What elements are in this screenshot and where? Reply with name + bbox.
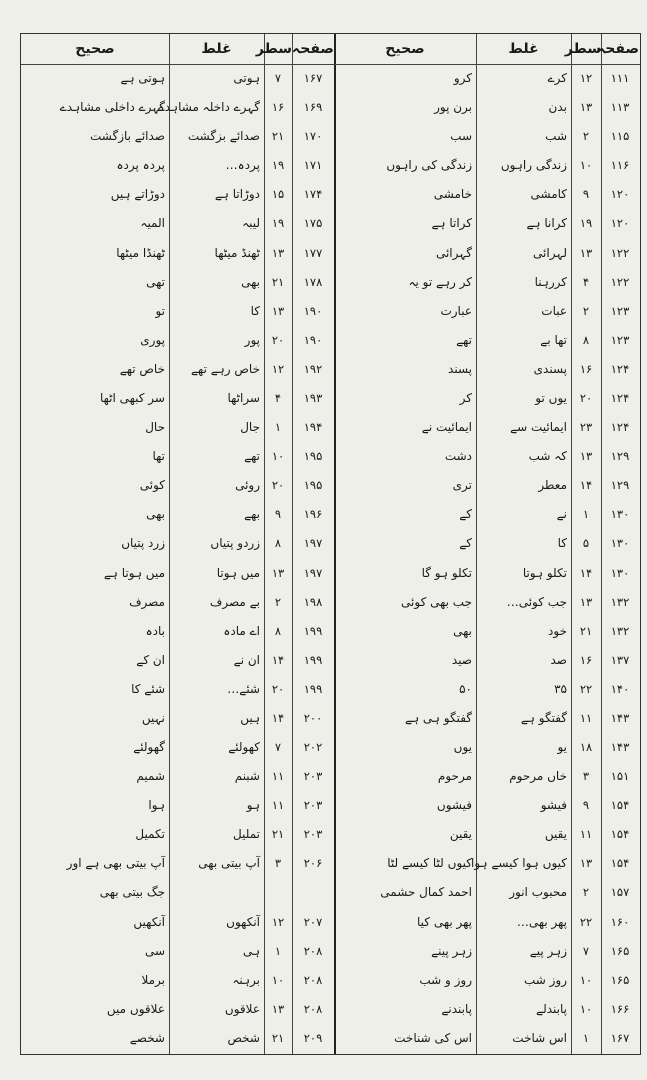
cell-correct: مصرف [129,594,165,609]
cell-wrong: روئی [235,478,260,493]
cell-wrong: ایمائیت سے [510,420,567,435]
cell-correct: برملا [141,972,165,987]
cell-correct: شمیم [136,769,165,784]
cell-wrong: شب [545,129,567,144]
cell-correct: سی [144,943,165,958]
cell-line: ۲۰ [271,478,285,493]
cell-wrong: آنکھوں [226,914,260,929]
cell-correct: خاص تھے [119,361,165,376]
cell-page: ۱۴۳ [610,710,630,725]
cell-correct: کر [459,390,472,405]
cell-line: ۴ [274,390,282,405]
cell-correct: ہوتی ہے [120,71,165,85]
cell-wrong: روز شب [523,972,567,987]
cell-correct: پردہ پردہ [116,158,165,173]
cell-wrong: خود [548,623,567,638]
cell-line: ۵ [582,536,590,551]
cell-correct: کے [459,507,472,522]
cell-page: ۱۲۴ [610,390,630,405]
cell-correct: اس کی شناخت [394,1030,472,1045]
cell-wrong: لیبہ [242,216,260,231]
cell-page: ۱۲۴ [610,361,630,376]
cell-correct: کے [459,536,472,551]
cell-line: ۱ [582,507,590,522]
cell-wrong: برہنہ [232,972,260,987]
cell-wrong: کرے [547,71,567,85]
cell-correct: صید [451,652,472,667]
cell-line: ۱۹ [579,216,593,231]
cell-page: ۲۰۲ [303,740,323,755]
header-wrong-left: غلط [201,41,232,57]
cell-page: ۱۹۳ [303,390,323,405]
cell-wrong [169,878,264,907]
cell-correct: کرو [453,71,472,85]
cell-line: ۲۰ [271,332,285,347]
cell-line: ۱۰ [579,972,593,987]
header-page-left: صفحہ [292,41,334,57]
cell-wrong: تھے [244,449,260,464]
cell-page: ۱۷۴ [303,187,323,202]
cell-line: ۷ [274,740,282,755]
cell-correct: فیشوں [436,798,472,813]
cell-wrong: پابندلے [536,1001,567,1016]
cell-line: ۱۴ [579,565,593,580]
cell-wrong: کا [250,303,260,318]
header-page-right: صفحہ [597,41,639,57]
cell-page: ۱۷۰ [303,129,323,144]
errata-table [20,33,641,1055]
cell-wrong: صد [550,652,567,667]
cell-page: ۱۳۲ [610,623,630,638]
cell-correct: گہرائی [435,245,472,260]
cell-page: ۱۴۰ [610,681,630,696]
cell-page [292,878,334,907]
cell-wrong: خاں مرحوم [509,769,567,784]
cell-line: ۱۳ [271,303,285,318]
cell-line: ۱۸ [579,740,593,755]
cell-page: ۱۲۰ [610,187,630,202]
cell-page: ۱۷۸ [303,274,323,289]
cell-page: ۱۳۰ [610,565,630,580]
cell-wrong: دوڑاتا ہے [214,187,260,202]
cell-correct: یوں [453,740,472,755]
cell-line [264,878,292,907]
cell-wrong: نے [556,507,567,522]
cell-correct: عبارت [440,303,472,318]
cell-line: ۲۱ [271,1030,285,1045]
cell-line: ۷ [274,71,282,85]
cell-correct: گفتگو ہی ہے [405,710,472,725]
cell-wrong: لہرائی [533,245,567,260]
cell-page: ۱۹۶ [303,507,323,522]
cell-page: ۱۶۵ [610,943,630,958]
cell-wrong: عبات [541,303,567,318]
cell-wrong: کرانا ہے [526,216,567,231]
cell-line: ۱۳ [579,856,593,871]
cell-line: ۲ [274,594,282,609]
cell-correct: شئے کا [131,681,165,696]
cell-page: ۱۹۲ [303,361,323,376]
cell-page: ۱۹۹ [303,681,323,696]
cell-page: ۱۱۱ [610,71,630,85]
cell-line: ۱۹ [271,216,285,231]
cell-wrong: شبنم [234,769,260,784]
cell-wrong: اس شاخت [512,1030,567,1045]
cell-line: ۱۶ [271,100,285,115]
cell-correct: مرحوم [437,769,472,784]
cell-line: ۱۰ [579,1001,593,1016]
cell-line: ۱۴ [271,652,285,667]
cell-correct: ہوا [148,798,165,813]
cell-wrong: اے مادہ [223,623,260,638]
cell-line: ۱۲ [579,71,593,85]
cell-correct: شخصے [129,1030,165,1045]
cell-wrong: پھر بھی… [516,914,567,929]
cell-wrong: جال [240,420,260,435]
cell-correct: نہیں [141,710,165,725]
cell-page: ۱۵۴ [610,856,630,871]
cell-page: ۱۹۹ [303,652,323,667]
cell-wrong: ہی [242,943,260,958]
cell-wrong: بھی [241,274,260,289]
cell-line: ۱۳ [271,565,285,580]
cell-wrong: کہ شب [528,449,567,464]
cell-page: ۱۹۵ [303,449,323,464]
cell-wrong: پور [244,332,260,347]
cell-line: ۱۳ [579,245,593,260]
cell-page: ۲۰۶ [303,856,323,871]
cell-page: ۲۰۷ [303,914,323,929]
cell-page: ۲۰۹ [303,1030,323,1045]
cell-page: ۱۹۷ [303,565,323,580]
cell-page: ۱۶۷ [610,1030,630,1045]
cell-correct: برن پور [434,100,472,115]
cell-correct: زہر پینے [431,943,472,958]
cell-line: ۱۰ [579,158,593,173]
cell-correct: یقین [449,827,472,842]
cell-wrong: زردو پتیاں [210,536,260,551]
cell-wrong: شئے… [227,681,260,696]
cell-wrong: صدائے بزگشت [187,129,260,144]
cell-wrong: کھولئے [228,740,260,755]
cell-wrong: جب کوئی… [506,594,567,609]
cell-wrong: محبوب انور [509,885,567,900]
cell-line: ۷ [582,943,590,958]
header-line-right: سطر [564,41,601,57]
cell-line: ۲۱ [271,129,285,144]
cell-page: ۱۲۰ [610,216,630,231]
cell-page: ۲۰۸ [303,1001,323,1016]
cell-correct: تھا [152,449,165,464]
cell-correct: تکلو ہو گا [421,565,472,580]
cell-page: ۱۲۴ [610,420,630,435]
cell-line: ۱۶ [579,652,593,667]
cell-correct: زرد پتیاں [121,536,165,551]
cell-page: ۱۶۵ [610,972,630,987]
cell-correct: علاقوں میں [106,1001,165,1016]
cell-correct: صدائے بازگشت [90,129,165,144]
cell-line: ۴ [582,274,590,289]
cell-correct: المیہ [140,216,165,231]
cell-wrong: یوں تو [535,390,567,405]
cell-wrong: گہرے داخلہ مشاہدے [157,100,260,115]
cell-wrong: زہر پیے [529,943,567,958]
cell-line: ۲۲ [579,681,593,696]
cell-correct: پوری [140,332,165,347]
cell-correct: کر رہے تو یہ [408,274,472,289]
cell-correct: دوڑاتے ہیں [110,187,165,202]
cell-line: ۲۰ [271,681,285,696]
cell-line: ۱۰ [271,449,285,464]
cell-correct: سر کبھی اٹھا [99,390,165,405]
cell-line: ۸ [274,536,282,551]
cell-wrong: تکلو ہوتا [522,565,567,580]
header-wrong-right: غلط [508,41,539,57]
cell-line: ۲ [582,885,590,900]
cell-correct: خامشی [433,187,472,202]
cell-line: ۱۴ [271,710,285,725]
cell-page: ۱۵۷ [610,885,630,900]
cell-wrong: ہو [246,798,260,813]
header-correct-left: صحیح [75,41,115,57]
cell-page: ۲۰۳ [303,798,323,813]
cell-page: ۱۵۴ [610,798,630,813]
cell-correct: کراتا ہے [431,216,472,231]
cell-wrong: تملیل [233,827,260,842]
cell-page: ۱۷۱ [303,158,323,173]
cell-correct: ۵۰ [459,681,472,696]
cell-page: ۱۳۲ [610,594,630,609]
cell-wrong: کا [557,536,567,551]
cell-line: ۱۳ [271,1001,285,1016]
cell-page: ۲۰۳ [303,827,323,842]
cell-line: ۱۶ [579,361,593,376]
cell-wrong: ٹھنڈ میٹھا [214,245,260,260]
cell-correct: دشت [444,449,472,464]
cell-line: ۱۱ [579,827,593,842]
cell-page: ۲۰۸ [303,943,323,958]
cell-page: ۱۶۷ [303,71,323,85]
cell-correct: میں ہوتا ہے [103,565,165,580]
cell-line: ۲۱ [579,623,593,638]
cell-page: ۱۹۰ [303,303,323,318]
cell-page: ۱۲۲ [610,274,630,289]
cell-page: ۱۵۴ [610,827,630,842]
cell-correct: تھے [456,332,472,347]
cell-page: ۲۰۰ [303,710,323,725]
cell-line: ۱۳ [271,245,285,260]
cell-page: ۱۲۲ [610,245,630,260]
cell-wrong: تھا بے [540,332,567,347]
cell-line: ۹ [582,187,590,202]
cell-correct: تھی [146,274,165,289]
cell-correct: تو [155,303,165,318]
cell-line: ۱۱ [271,798,285,813]
cell-correct: روز و شب [419,972,472,987]
cell-page: ۲۰۸ [303,972,323,987]
cell-line: ۱۵ [271,187,285,202]
cell-page: ۱۶۶ [610,1001,630,1016]
cell-page: ۱۳۰ [610,507,630,522]
cell-correct: آپ بیتی بھی ہے اور [66,856,165,871]
cell-line: ۳ [582,769,590,784]
cell-line: ۱۴ [579,478,593,493]
cell-line: ۱۲ [271,914,285,929]
cell-line: ۹ [274,507,282,522]
cell-correct: جب بھی کوئی [401,594,472,609]
cell-line: ۱۰ [271,972,285,987]
cell-line: ۹ [582,798,590,813]
cell-line: ۲۳ [579,420,593,435]
cell-page: ۱۶۰ [610,914,630,929]
cell-wrong: ہوتی [233,71,260,85]
cell-correct: زندگی کی راہوں [386,158,472,173]
cell-page: ۱۷۷ [303,245,323,260]
cell-line: ۱ [582,1030,590,1045]
cell-line: ۱۱ [271,769,285,784]
cell-page: ۱۳۰ [610,536,630,551]
cell-page: ۱۷۵ [303,216,323,231]
cell-wrong: ان نے [233,652,260,667]
cell-correct: گہرے داخلی مشاہدے [59,100,165,115]
cell-correct: بادہ [145,623,165,638]
cell-line: ۱ [274,420,282,435]
cell-correct: پابندنے [441,1001,472,1016]
cell-line: ۱ [274,943,282,958]
cell-page: ۱۴۳ [610,740,630,755]
cell-correct: کیوں لٹا کیسے لٹا [387,856,472,871]
cell-correct: ان کے [136,652,165,667]
cell-wrong: بے مصرف [209,594,260,609]
cell-wrong: فیشو [540,798,567,813]
cell-correct: پھر بھی کیا [417,914,472,929]
cell-correct: سب [450,129,472,144]
cell-wrong: میں ہوتا [216,565,260,580]
cell-line: ۲ [582,303,590,318]
cell-page: ۱۹۵ [303,478,323,493]
cell-wrong: یقیں [544,827,567,842]
cell-correct: گھولئے [133,740,165,755]
cell-line: ۲۱ [271,274,285,289]
cell-correct: کوئی [139,478,165,493]
cell-page: ۱۳۷ [610,652,630,667]
cell-line: ۱۲ [271,361,285,376]
cell-line: ۳ [274,856,282,871]
cell-line: ۲۱ [271,827,285,842]
cell-page: ۱۶۹ [303,100,323,115]
cell-page: ۱۹۷ [303,536,323,551]
cell-page: ۱۱۶ [610,158,630,173]
cell-page: ۱۱۳ [610,100,630,115]
cell-wrong: معطر [538,478,567,493]
cell-wrong: ۳۵ [554,681,567,696]
cell-wrong: بھے [244,507,260,522]
cell-wrong: علاقوں [224,1001,260,1016]
cell-wrong: کامشی [530,187,567,202]
cell-correct: ٹھنڈا میٹھا [116,245,165,260]
cell-page: ۱۹۹ [303,623,323,638]
cell-wrong: یو [557,740,567,755]
cell-wrong: کررہنا [534,274,567,289]
cell-page: ۱۲۳ [610,303,630,318]
cell-page: ۱۹۴ [303,420,323,435]
cell-line: ۱۳ [579,594,593,609]
cell-line: ۲ [582,129,590,144]
cell-wrong: آپ بیتی بھی [198,856,260,871]
header-line-left: سطر [255,41,292,57]
cell-line: ۱۹ [271,158,285,173]
cell-page: ۱۵۱ [610,769,630,784]
cell-wrong: پسندی [533,361,567,376]
cell-wrong: گفتگو ہے [520,710,567,725]
cell-line: ۲۲ [579,914,593,929]
cell-correct: پسند [448,361,472,376]
cell-wrong: شخص [227,1030,260,1045]
cell-correct: ایمائیت نے [421,420,472,435]
cell-line: ۸ [274,623,282,638]
cell-correct: جگ بیتی بھی [99,885,165,900]
cell-wrong: سراٹھا [227,390,260,405]
cell-page: ۱۹۸ [303,594,323,609]
cell-page: ۱۲۹ [610,449,630,464]
cell-correct: احمد کمال حشمی [380,885,472,900]
cell-correct: بھی [453,623,472,638]
cell-wrong: بدن [548,100,567,115]
cell-page: ۱۲۳ [610,332,630,347]
cell-page: ۱۲۹ [610,478,630,493]
cell-page: ۱۹۰ [303,332,323,347]
cell-wrong: زندگی راہوں [500,158,567,173]
cell-correct: تری [452,478,472,493]
cell-page: ۱۱۵ [610,129,630,144]
cell-correct: آنکھیں [133,914,165,929]
cell-wrong: ہیں [240,710,260,725]
cell-correct: تکمیل [135,827,165,842]
cell-page: ۲۰۳ [303,769,323,784]
cell-correct: بھی [146,507,165,522]
cell-wrong: خاص رہے تھے [191,361,260,376]
cell-wrong: پردہ… [225,158,260,173]
cell-line: ۲۰ [579,390,593,405]
cell-line: ۱۳ [579,100,593,115]
cell-line: ۸ [582,332,590,347]
header-correct-right: صحیح [385,41,425,57]
cell-wrong: کیوں ہوا کیسے ہوا [471,856,567,871]
cell-correct: حال [145,420,165,435]
cell-line: ۱۳ [579,449,593,464]
cell-line: ۱۱ [579,710,593,725]
